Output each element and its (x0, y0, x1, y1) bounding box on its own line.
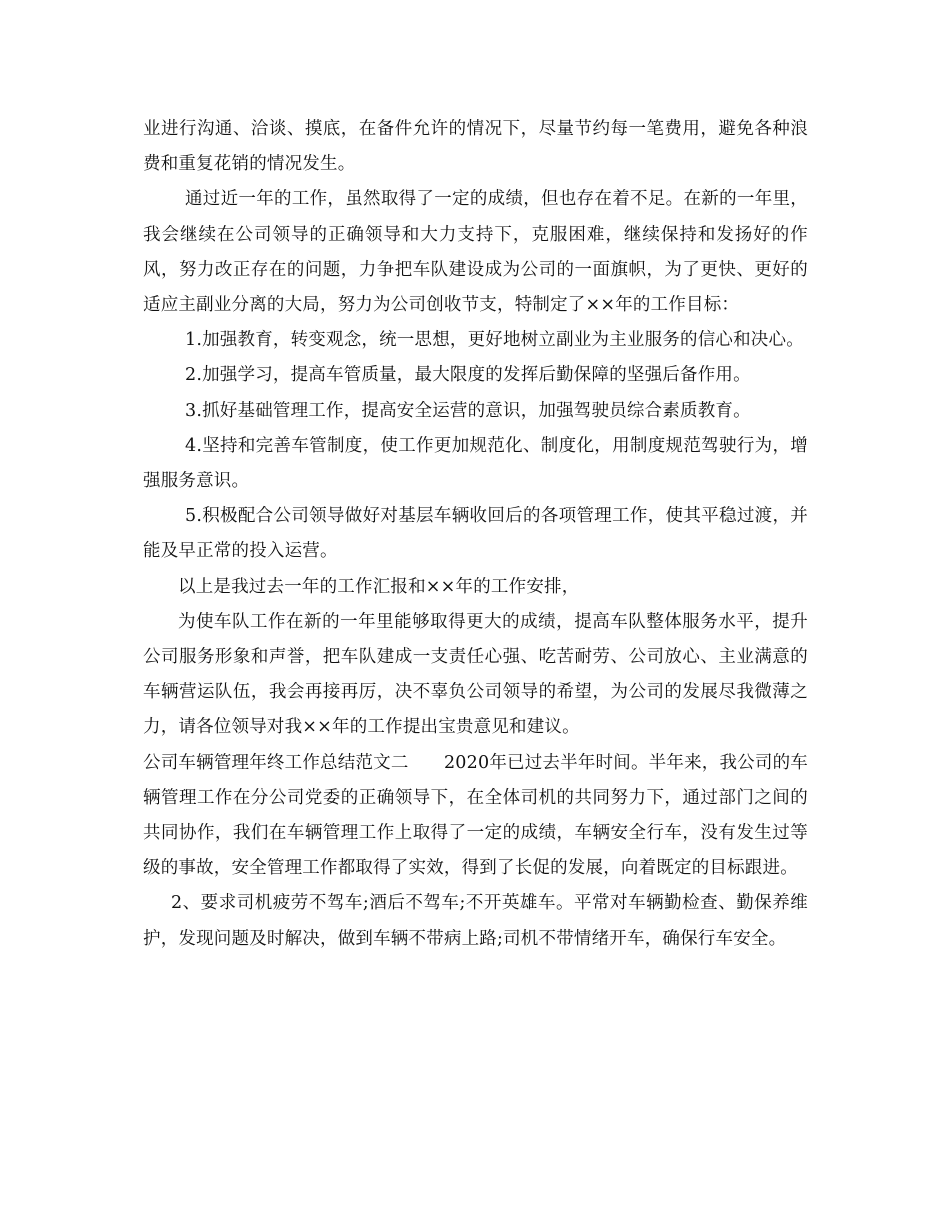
goal-item-5: 5.积极配合公司领导做好对基层车辆收回后的各项管理工作，使其平稳过渡，并能及早正常的投入运营。 (143, 506, 808, 562)
goal-item-3: 3.抓好基础管理工作，提高安全运营的意识，加强驾驶员综合素质教育。 (185, 400, 751, 421)
document-body (143, 112, 808, 957)
paragraph-closing: 为使车队工作在新的一年里能够取得更大的成绩，提高车队整体服务水平，提升公司服务形象和声誉，把车队建成一支责任心强、吃苦耐劳、公司放心、主业满意的车辆营运队伍，我会再接再厉，决不辜负公司领导的希望，为公司的发展尽我微薄之力，请各位领导对我××年的工作提出宝贵意见和建议。 (143, 611, 808, 738)
paragraph-continuation: 业进行沟通、洽谈、摸底，在备件允许的情况下，尽量节约每一笔费用，避免各种浪费和重复花销的情况发生。 (143, 119, 808, 175)
goal-item-4: 4.坚持和完善车管制度，使工作更加规范化、制度化，用制度规范驾驶行为，增强服务意识。 (143, 435, 808, 492)
goal-item-1: 1.加强教育，转变观念，统一思想，更好地树立副业为主业服务的信心和决心。 (185, 330, 804, 351)
paragraph-requirement-2: 2、要求司机疲劳不驾车;酒后不驾车;不开英雄车。平常对车辆勤检查、勤保养维护，发现问题及时解决，做到车辆不带病上路;司机不带情绪开车，确保行车安全。 (143, 893, 808, 949)
goal-item-2: 2.加强学习，提高车管质量，最大限度的发挥后勤保障的坚强后备作用。 (185, 365, 751, 386)
section-heading-sample-two: 公司车辆管理年终工作总结范文二 2020年已过去半年时间。半年来，我公司的车辆管理工作在分公司党委的正确领导下，在全体司机的共同努力下，通过部门之间的共同协作，我们在车辆管理工作上取得了一定的成绩，车辆安全行车，没有发生过等级的事故，安全管理工作都取得了实效，得到了长促的发展，向着既定的目标跟进。 (143, 752, 808, 879)
paragraph-closing-intro: 以上是我过去一年的工作汇报和××年的工作安排， (178, 576, 580, 597)
paragraph-summary: 通过近一年的工作，虽然取得了一定的成绩，但也存在着不足。在新的一年里，我会继续在公司领导的正确领导和大力支持下，克服困难，继续保持和发扬好的作风，努力改正存在的问题，力争把车队建设成为公司的一面旗帜，为了更快、更好的适应主副业分离的大局，努力为公司创收节支，特制定了××年的工作目标： (143, 189, 808, 316)
